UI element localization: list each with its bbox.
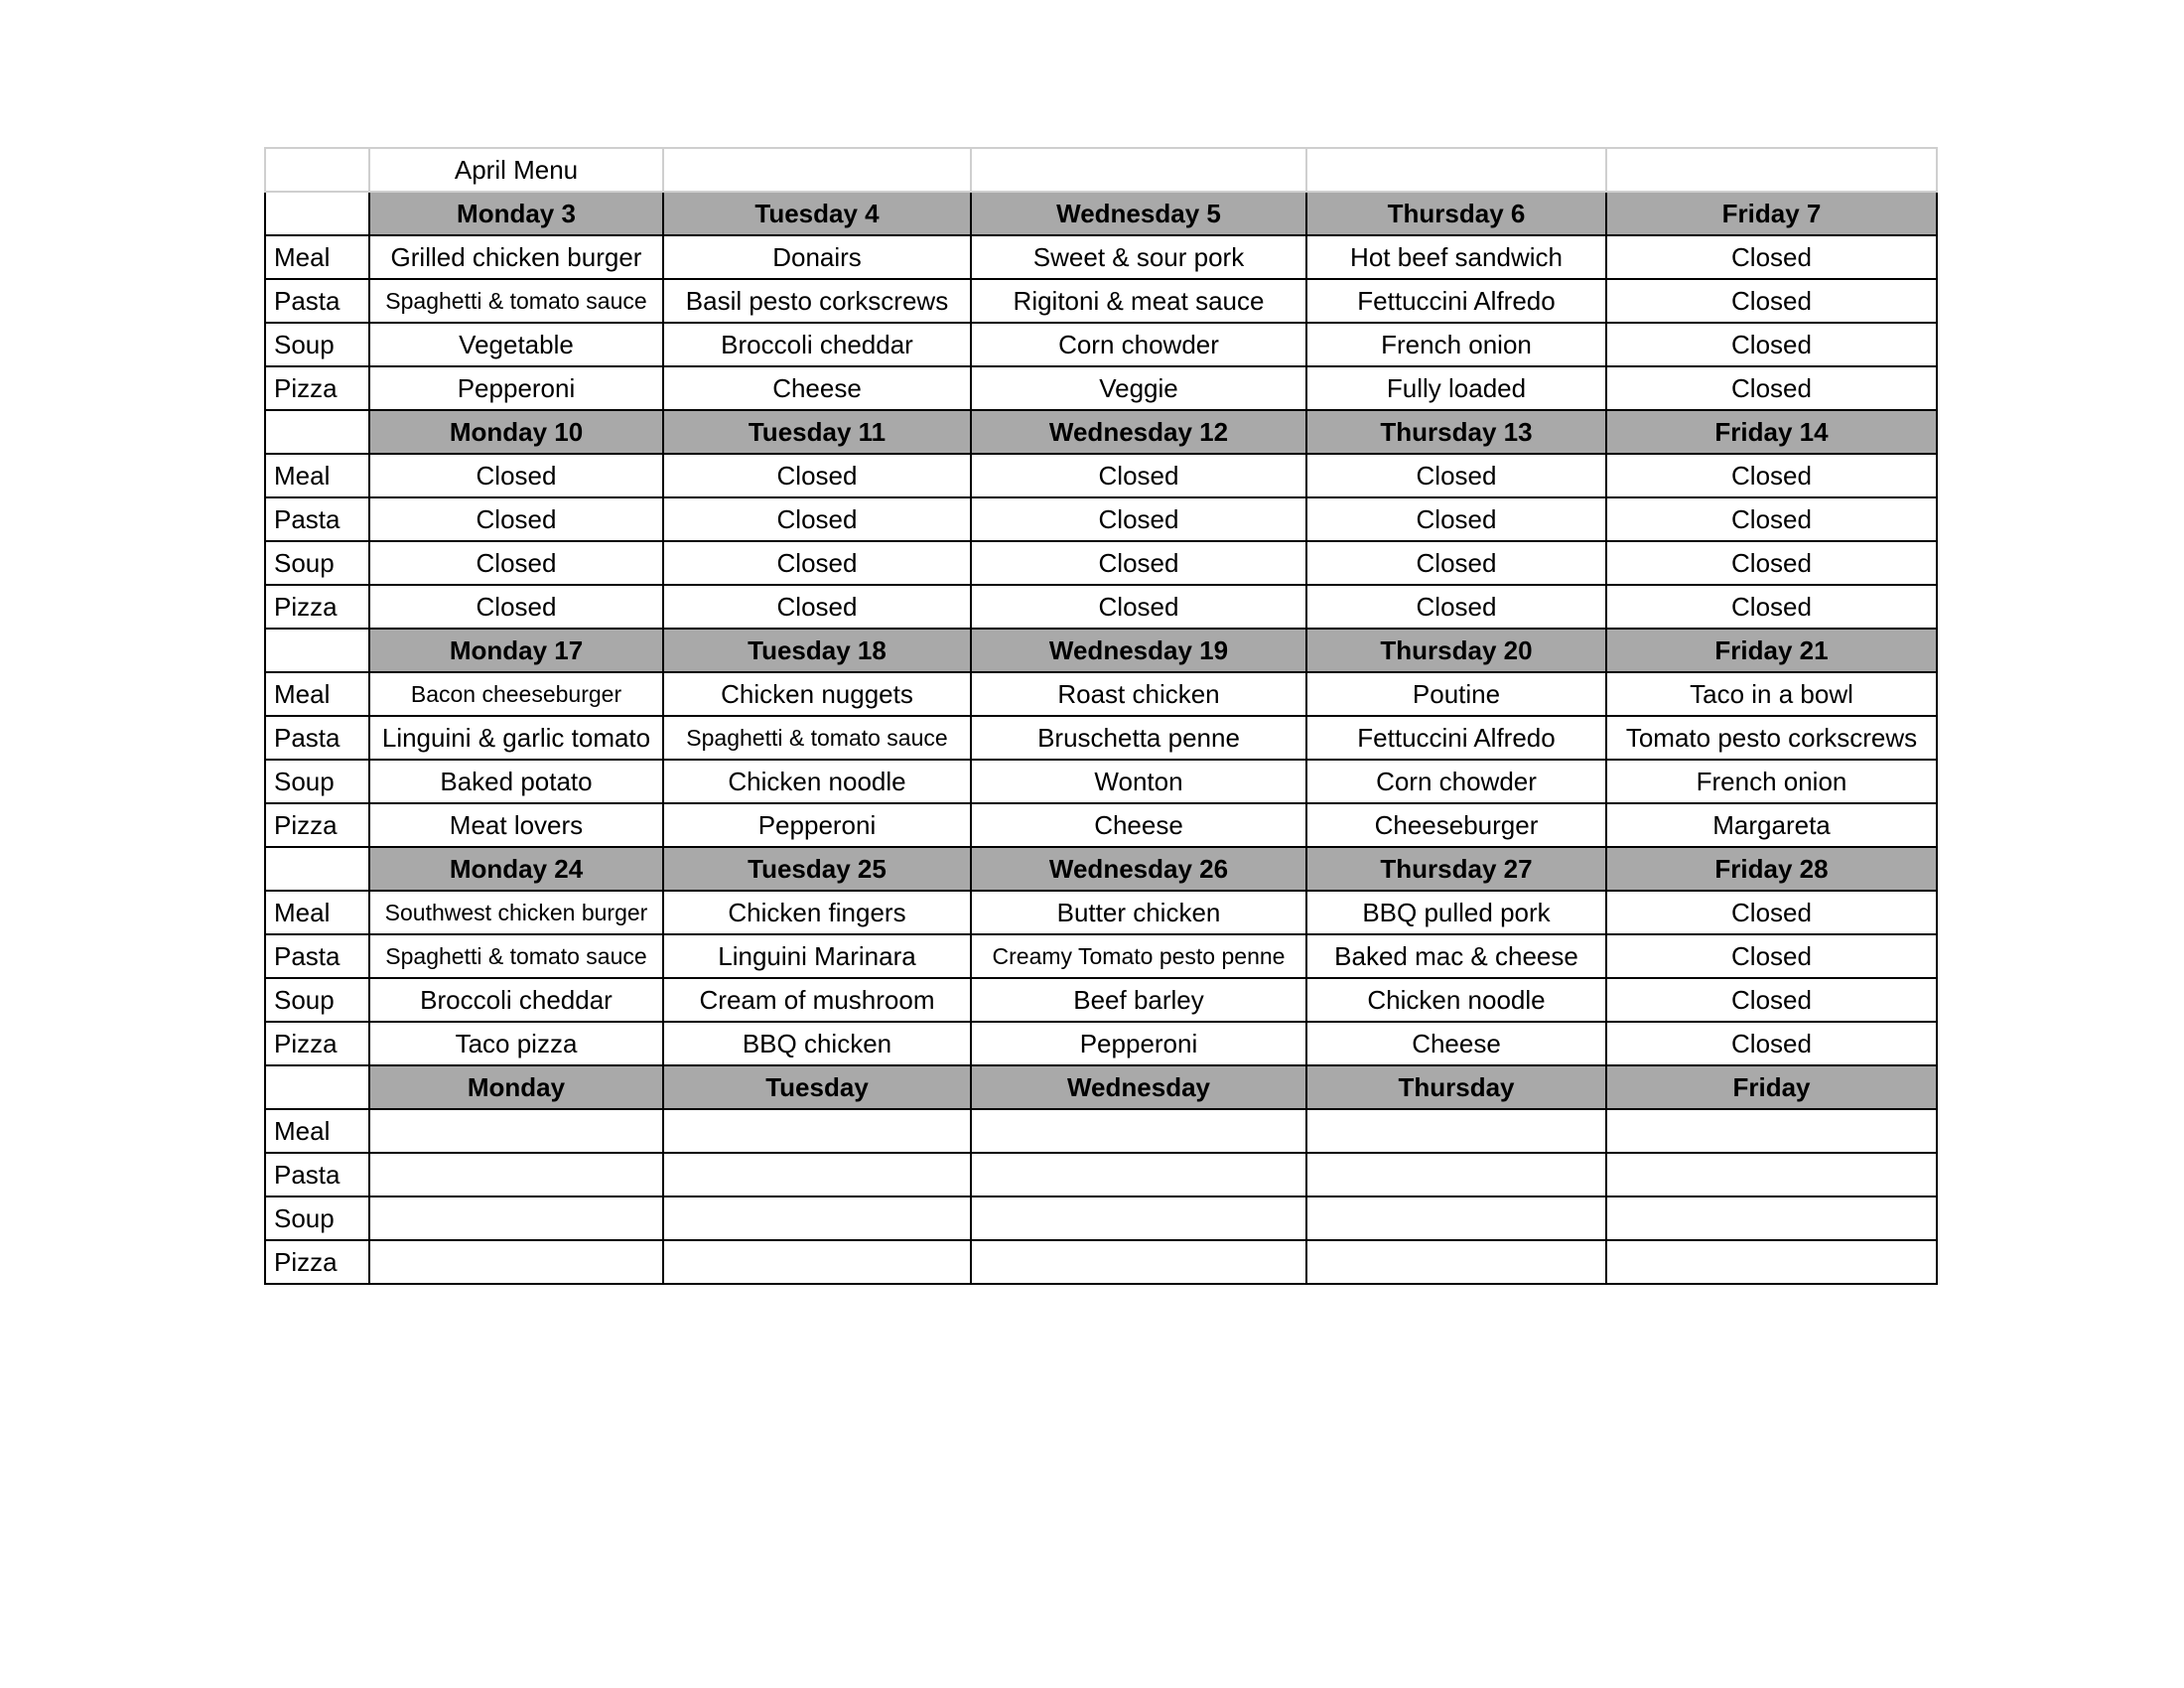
menu-title: April Menu [369, 148, 663, 192]
row-label: Pizza [265, 803, 369, 847]
menu-row-soup [265, 541, 1937, 585]
day-header: Tuesday 18 [663, 629, 971, 672]
menu-cell: Closed [1606, 541, 1937, 585]
menu-row-soup [265, 323, 1937, 366]
day-header: Monday 24 [369, 847, 663, 891]
menu-row-pasta [265, 716, 1937, 760]
menu-cell [663, 1153, 971, 1196]
menu-cell: Closed [971, 585, 1306, 629]
menu-cell: Closed [369, 541, 663, 585]
menu-cell: Beef barley [971, 978, 1306, 1022]
menu-cell: Closed [1606, 279, 1937, 323]
day-header: Wednesday 19 [971, 629, 1306, 672]
row-label: Pizza [265, 585, 369, 629]
menu-cell: Spaghetti & tomato sauce [663, 716, 971, 760]
menu-cell: Taco in a bowl [1606, 672, 1937, 716]
menu-cell: Closed [663, 454, 971, 497]
menu-cell: BBQ pulled pork [1306, 891, 1606, 934]
menu-cell: Closed [1306, 585, 1606, 629]
blank-cell [265, 148, 369, 192]
row-label: Pasta [265, 716, 369, 760]
menu-cell: Closed [663, 541, 971, 585]
blank-cell [663, 148, 971, 192]
blank-cell [265, 410, 369, 454]
menu-row-pasta [265, 279, 1937, 323]
menu-row-pasta [265, 1153, 1937, 1196]
menu-row-pizza [265, 803, 1937, 847]
menu-cell [1306, 1153, 1606, 1196]
menu-cell: Closed [1606, 585, 1937, 629]
menu-cell: Closed [369, 585, 663, 629]
menu-cell [369, 1240, 663, 1284]
menu-cell [663, 1196, 971, 1240]
menu-cell: Cheese [971, 803, 1306, 847]
menu-cell: Closed [369, 497, 663, 541]
day-header: Tuesday 4 [663, 192, 971, 235]
menu-row-soup [265, 978, 1937, 1022]
menu-cell [369, 1196, 663, 1240]
menu-cell: Chicken noodle [1306, 978, 1606, 1022]
menu-cell: Closed [971, 454, 1306, 497]
april-menu-table [264, 147, 1938, 1285]
row-label: Pasta [265, 1153, 369, 1196]
menu-cell: Pepperoni [663, 803, 971, 847]
day-header: Wednesday 12 [971, 410, 1306, 454]
menu-cell [369, 1153, 663, 1196]
menu-cell: Linguini Marinara [663, 934, 971, 978]
menu-cell: Closed [1606, 891, 1937, 934]
menu-cell [971, 1153, 1306, 1196]
menu-cell: Tomato pesto corkscrews [1606, 716, 1937, 760]
menu-cell: Closed [1606, 978, 1937, 1022]
row-label: Pasta [265, 279, 369, 323]
row-label: Meal [265, 891, 369, 934]
day-header: Friday 28 [1606, 847, 1937, 891]
menu-cell: Broccoli cheddar [369, 978, 663, 1022]
day-header: Thursday 20 [1306, 629, 1606, 672]
row-label: Meal [265, 454, 369, 497]
day-header: Thursday 6 [1306, 192, 1606, 235]
row-label: Meal [265, 672, 369, 716]
menu-cell: Closed [1306, 497, 1606, 541]
week-header-row [265, 192, 1937, 235]
menu-cell: Closed [369, 454, 663, 497]
menu-cell [971, 1109, 1306, 1153]
menu-cell: Closed [1606, 454, 1937, 497]
day-header: Tuesday 25 [663, 847, 971, 891]
menu-cell: Southwest chicken burger [369, 891, 663, 934]
menu-cell [1606, 1109, 1937, 1153]
menu-row-soup [265, 1196, 1937, 1240]
day-header: Wednesday 26 [971, 847, 1306, 891]
menu-row-pasta [265, 497, 1937, 541]
menu-cell: Closed [1606, 235, 1937, 279]
row-label: Meal [265, 1109, 369, 1153]
menu-cell: Closed [663, 585, 971, 629]
menu-cell: Closed [971, 541, 1306, 585]
week-header-row [265, 410, 1937, 454]
menu-row-meal [265, 235, 1937, 279]
menu-cell: Linguini & garlic tomato [369, 716, 663, 760]
menu-cell: Vegetable [369, 323, 663, 366]
menu-cell: Closed [1306, 541, 1606, 585]
menu-row-pizza [265, 366, 1937, 410]
row-label: Pizza [265, 1022, 369, 1065]
week-header-row [265, 629, 1937, 672]
day-header: Thursday 13 [1306, 410, 1606, 454]
menu-cell: Veggie [971, 366, 1306, 410]
menu-row-meal [265, 672, 1937, 716]
row-label: Pizza [265, 366, 369, 410]
menu-cell [971, 1196, 1306, 1240]
row-label: Meal [265, 235, 369, 279]
row-label: Soup [265, 323, 369, 366]
menu-cell: Chicken fingers [663, 891, 971, 934]
menu-cell: Corn chowder [1306, 760, 1606, 803]
menu-cell [971, 1240, 1306, 1284]
menu-cell: Spaghetti & tomato sauce [369, 279, 663, 323]
row-label: Soup [265, 1196, 369, 1240]
week-header-row [265, 847, 1937, 891]
menu-cell [1606, 1240, 1937, 1284]
menu-cell [1606, 1153, 1937, 1196]
menu-cell: Cheese [663, 366, 971, 410]
row-label: Soup [265, 541, 369, 585]
menu-cell [1306, 1240, 1606, 1284]
row-label: Pasta [265, 934, 369, 978]
menu-cell: Fully loaded [1306, 366, 1606, 410]
menu-cell: Closed [1606, 934, 1937, 978]
day-header: Thursday [1306, 1065, 1606, 1109]
title-row [265, 148, 1937, 192]
menu-cell: Cream of mushroom [663, 978, 971, 1022]
menu-row-meal [265, 1109, 1937, 1153]
menu-cell: Butter chicken [971, 891, 1306, 934]
menu-cell [1306, 1109, 1606, 1153]
day-header: Tuesday [663, 1065, 971, 1109]
blank-cell [1606, 148, 1937, 192]
row-label: Pasta [265, 497, 369, 541]
menu-cell: Corn chowder [971, 323, 1306, 366]
menu-cell [663, 1240, 971, 1284]
menu-cell: Closed [1306, 454, 1606, 497]
day-header: Monday 17 [369, 629, 663, 672]
day-header: Friday 7 [1606, 192, 1937, 235]
day-header: Wednesday 5 [971, 192, 1306, 235]
menu-cell [1606, 1196, 1937, 1240]
menu-cell: Closed [1606, 497, 1937, 541]
menu-cell: Spaghetti & tomato sauce [369, 934, 663, 978]
menu-cell: French onion [1306, 323, 1606, 366]
menu-cell: Cheeseburger [1306, 803, 1606, 847]
menu-cell [1306, 1196, 1606, 1240]
menu-cell: Wonton [971, 760, 1306, 803]
menu-cell [369, 1109, 663, 1153]
menu-row-pizza [265, 1240, 1937, 1284]
blank-cell [265, 629, 369, 672]
day-header: Monday [369, 1065, 663, 1109]
blank-cell [265, 1065, 369, 1109]
menu-row-meal [265, 454, 1937, 497]
menu-cell: Broccoli cheddar [663, 323, 971, 366]
menu-cell: Donairs [663, 235, 971, 279]
menu-row-meal [265, 891, 1937, 934]
menu-cell: Basil pesto corkscrews [663, 279, 971, 323]
row-label: Soup [265, 760, 369, 803]
menu-cell: Closed [971, 497, 1306, 541]
menu-row-pasta [265, 934, 1937, 978]
menu-cell: Grilled chicken burger [369, 235, 663, 279]
menu-cell: Margareta [1606, 803, 1937, 847]
menu-cell: Hot beef sandwich [1306, 235, 1606, 279]
menu-cell [663, 1109, 971, 1153]
blank-cell [971, 148, 1306, 192]
menu-cell: Rigitoni & meat sauce [971, 279, 1306, 323]
row-label: Soup [265, 978, 369, 1022]
menu-cell: Chicken noodle [663, 760, 971, 803]
menu-cell: Pepperoni [369, 366, 663, 410]
menu-row-pizza [265, 585, 1937, 629]
menu-cell: Sweet & sour pork [971, 235, 1306, 279]
menu-row-pizza [265, 1022, 1937, 1065]
menu-cell: French onion [1606, 760, 1937, 803]
day-header: Monday 3 [369, 192, 663, 235]
menu-cell: Poutine [1306, 672, 1606, 716]
menu-cell: Taco pizza [369, 1022, 663, 1065]
menu-cell: Closed [1606, 323, 1937, 366]
menu-row-soup [265, 760, 1937, 803]
day-header: Thursday 27 [1306, 847, 1606, 891]
day-header: Wednesday [971, 1065, 1306, 1109]
row-label: Pizza [265, 1240, 369, 1284]
menu-cell: Chicken nuggets [663, 672, 971, 716]
day-header: Friday 21 [1606, 629, 1937, 672]
menu-cell: Pepperoni [971, 1022, 1306, 1065]
day-header: Friday 14 [1606, 410, 1937, 454]
menu-cell: Fettuccini Alfredo [1306, 279, 1606, 323]
menu-cell: BBQ chicken [663, 1022, 971, 1065]
blank-cell [265, 847, 369, 891]
blank-cell [1306, 148, 1606, 192]
menu-cell: Roast chicken [971, 672, 1306, 716]
menu-cell: Closed [1606, 366, 1937, 410]
blank-cell [265, 192, 369, 235]
menu-cell: Baked mac & cheese [1306, 934, 1606, 978]
menu-cell: Cheese [1306, 1022, 1606, 1065]
week-header-row [265, 1065, 1937, 1109]
menu-cell: Closed [663, 497, 971, 541]
menu-cell: Bacon cheeseburger [369, 672, 663, 716]
day-header: Monday 10 [369, 410, 663, 454]
menu-cell: Fettuccini Alfredo [1306, 716, 1606, 760]
menu-cell: Closed [1606, 1022, 1937, 1065]
menu-cell: Creamy Tomato pesto penne [971, 934, 1306, 978]
menu-cell: Baked potato [369, 760, 663, 803]
day-header: Tuesday 11 [663, 410, 971, 454]
day-header: Friday [1606, 1065, 1937, 1109]
menu-cell: Bruschetta penne [971, 716, 1306, 760]
menu-cell: Meat lovers [369, 803, 663, 847]
